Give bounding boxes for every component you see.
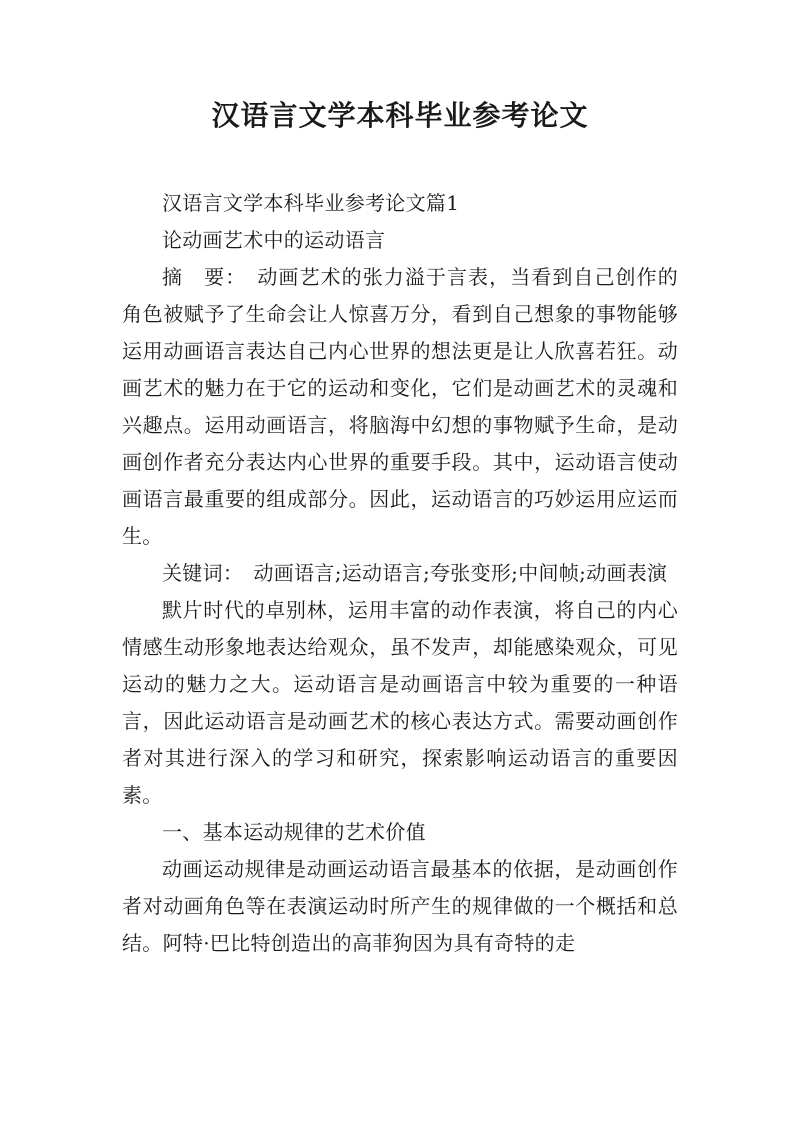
keywords-paragraph: 关键词： 动画语言;运动语言;夸张变形;中间帧;动画表演	[162, 561, 668, 585]
paper-title: 论动画艺术中的运动语言	[162, 228, 386, 252]
body-paragraph: 默片时代的卓别林，运用丰富的动作表演，将自己的内心情感生动形象地表达给观众，虽不发声，却能感染观众，可见运动的魅力之大。运动语言是动画语言中较为重要的一种语言，因此运动语言是动画艺术的核心表达方式。需要动画创作者对其进行深入的学习和研究，探索影响运动语言的重要因素。	[122, 598, 678, 807]
document-title: 汉语言文学本科毕业参考论文	[211, 99, 589, 132]
abstract-paragraph: 摘 要： 动画艺术的张力溢于言表，当看到自己创作的角色被赋予了生命会让人惊喜万分，看到自己想象的事物能够运用动画语言表达自己内心世界的想法更是让人欣喜若狂。动画艺术的魅力在于它的运动和变化，它们是动画艺术的灵魂和兴趣点。运用动画语言，将脑海中幻想的事物赋予生命，是动画创作者充分表达内心世界的重要手段。其中，运动语言使动画语言最重要的组成部分。因此，运动语言的巧妙运用应运而生。	[122, 265, 678, 548]
subsection-heading: 一、基本运动规律的艺术价值	[162, 820, 426, 844]
body-paragraph: 动画运动规律是动画运动语言最基本的依据，是动画创作者对动画角色等在表演运动时所产生的规律做的一个概括和总结。阿特·巴比特创造出的高菲狗因为具有奇特的走	[122, 857, 678, 955]
document-body	[122, 185, 678, 962]
section-heading: 汉语言文学本科毕业参考论文篇1	[162, 191, 460, 215]
